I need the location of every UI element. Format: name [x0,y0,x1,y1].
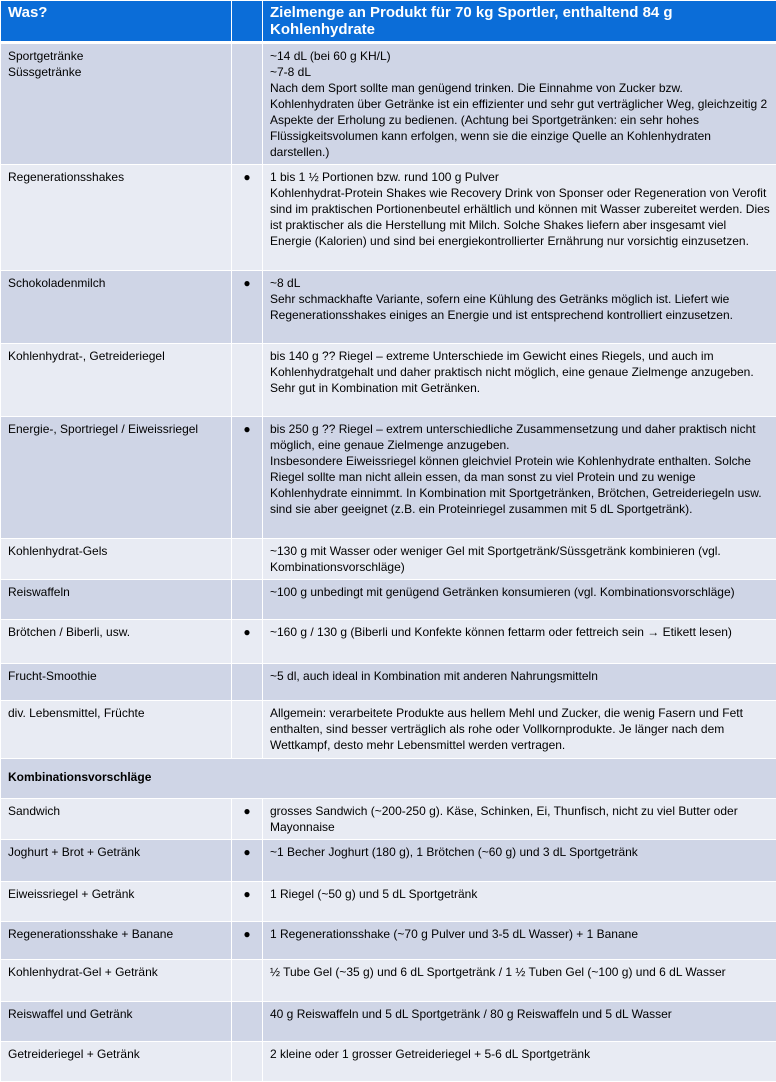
description-line: Sehr gut in Kombination mit Getränken. [270,380,770,396]
product-name-line: Regenerationsshake + Banane [8,926,225,942]
table-row [1,620,776,664]
description-line: ~160 g / 130 g (Biberli und Konfekte können fettarm oder fettreich sein → Etikett lesen) [270,624,770,640]
row-product-name [1,840,232,882]
description-line: ~130 g mit Wasser oder weniger Gel mit Sportgetränk/Süssgetränk kombinieren (vgl. Kombinationsvorschläge) [270,543,770,575]
description-line: ~8 dL [270,275,770,291]
row-description [263,1042,776,1082]
row-product-name [1,701,232,759]
table-row [1,539,776,580]
product-name-line: Joghurt + Brot + Getränk [8,844,225,860]
row-description [263,960,776,1002]
table-row [1,1002,776,1042]
row-bullet-marker: ● [232,840,263,882]
product-name-line: Reiswaffeln [8,584,225,600]
row-product-name [1,960,232,1002]
row-description [263,165,776,271]
table-row [1,43,776,165]
description-line: bis 140 g ?? Riegel – extreme Unterschiede im Gewicht eines Riegels, und auch im Kohlenhydratgehalt und daher praktisch nicht möglich, eine genaue Zielmenge anzugeben. [270,348,770,380]
row-product-name [1,799,232,840]
row-bullet-marker [232,1042,263,1082]
row-bullet-marker: ● [232,882,263,922]
row-bullet-marker: ● [232,417,263,539]
product-name-line: Energie-, Sportriegel / Eiweissriegel [8,421,225,437]
header-what: Was? [1,1,232,43]
description-line: 1 Riegel (~50 g) und 5 dL Sportgetränk [270,886,770,902]
row-bullet-marker [232,344,263,417]
product-name-line: Sandwich [8,803,225,819]
row-product-name [1,922,232,960]
table-body [1,43,776,1082]
row-description [263,43,776,165]
row-bullet-marker [232,539,263,580]
row-description [263,271,776,344]
description-line: ~7-8 dL [270,64,770,80]
row-bullet-marker [232,701,263,759]
product-name-line: div. Lebensmittel, Früchte [8,705,225,721]
product-name-line: Reiswaffel und Getränk [8,1006,225,1022]
row-product-name [1,417,232,539]
row-product-name [1,539,232,580]
table-row [1,271,776,344]
description-line: 2 kleine oder 1 grosser Getreideriegel + 5-6 dL Sportgetränk [270,1046,770,1062]
description-line: grosses Sandwich (~200-250 g). Käse, Schinken, Ei, Thunfisch, nicht zu viel Butter oder Mayonnaise [270,803,770,835]
row-bullet-marker: ● [232,271,263,344]
row-description [263,840,776,882]
description-line: ~1 Becher Joghurt (180 g), 1 Brötchen (~60 g) und 3 dL Sportgetränk [270,844,770,860]
row-product-name [1,620,232,664]
row-bullet-marker [232,1002,263,1042]
row-bullet-marker [232,664,263,701]
table-row [1,922,776,960]
table-row [1,840,776,882]
row-description [263,580,776,620]
header-marker [232,1,263,43]
product-name-line: Regenerationsshakes [8,169,225,185]
product-name-line: Süssgetränke [8,64,225,80]
row-description [263,620,776,664]
table-row [1,960,776,1002]
row-bullet-marker [232,580,263,620]
row-bullet-marker: ● [232,620,263,664]
product-name-line: Kohlenhydrat-, Getreideriegel [8,348,225,364]
description-line: Insbesondere Eiweissriegel können gleichviel Protein wie Kohlenhydrate enthalten. Solche Riegel sollte man nicht allein essen, da man sonst zu viel Protein und zu wenige Kohlenhydrate einnimmt. In Kombination mit Sportgetränken, Brötchen, Getreideriegeln usw. sind sie aber geeignet (z.B. ein Proteinriegel zusammen mit 5 dL Sportgetränk). [270,453,770,517]
table-row [1,344,776,417]
description-line: 1 Regenerationsshake (~70 g Pulver und 3-5 dL Wasser) + 1 Banane [270,926,770,942]
description-line: Allgemein: verarbeitete Produkte aus hellem Mehl und Zucker, die wenig Fasern und Fett enthalten, sind besser verträglich als rohe oder Vollkornprodukte. Je länger nach dem Wettkampf, desto mehr Lebensmittel werden vertragen. [270,705,770,753]
table-row [1,417,776,539]
row-description [263,922,776,960]
description-line: ~100 g unbedingt mit genügend Getränken konsumieren (vgl. Kombinationsvorschläge) [270,584,770,600]
table-row [1,882,776,922]
row-product-name [1,1042,232,1082]
description-line: ~5 dl, auch ideal in Kombination mit anderen Nahrungsmitteln [270,668,770,684]
row-product-name [1,344,232,417]
description-line: Kohlenhydrat-Protein Shakes wie Recovery Drink von Sponser oder Regeneration von Verofit sind im praktischen Portionenbeutel erhältlich und können mit Wasser zubereitet werden. Dies ist praktischer als die Herstellung mit Milch. Solche Shakes liefern aber insgesamt viel Energie (Kalorien) und sind bei energiekontrollierter Ernährung nur vorsichtig einzusetzen. [270,185,770,249]
description-line: 40 g Reiswaffeln und 5 dL Sportgetränk / 80 g Reiswaffeln und 5 dL Wasser [270,1006,770,1022]
row-description [263,701,776,759]
row-product-name [1,1002,232,1042]
table-row [1,701,776,759]
row-product-name [1,43,232,165]
product-name-line: Kohlenhydrat-Gels [8,543,225,559]
row-description [263,882,776,922]
product-name-line: Kohlenhydrat-Gel + Getränk [8,964,225,980]
product-name-line: Eiweissriegel + Getränk [8,886,225,902]
table-row [1,664,776,701]
row-description [263,417,776,539]
row-bullet-marker: ● [232,799,263,840]
row-description [263,664,776,701]
description-line: bis 250 g ?? Riegel – extrem unterschiedliche Zusammensetzung und daher praktisch nicht möglich, eine genaue Zielmenge anzugeben. [270,421,770,453]
table-header-row [1,1,776,43]
description-line: 1 bis 1 ½ Portionen bzw. rund 100 g Pulver [270,169,770,185]
row-product-name [1,882,232,922]
description-line: ½ Tube Gel (~35 g) und 6 dL Sportgetränk / 1 ½ Tuben Gel (~100 g) und 6 dL Wasser [270,964,770,980]
section-title: Kombinationsvorschläge [1,759,776,799]
row-product-name [1,580,232,620]
table-row [1,1042,776,1082]
row-bullet-marker: ● [232,922,263,960]
product-name-line: Getreideriegel + Getränk [8,1046,225,1062]
row-bullet-marker [232,43,263,165]
row-bullet-marker [232,960,263,1002]
description-line: Nach dem Sport sollte man genügend trinken. Die Einnahme von Zucker bzw. Kohlenhydraten über Getränke ist ein effizienter und sehr gut verträglicher Weg, gleichzeitig 2 Aspekte der Erholung zu bedienen. (Achtung bei Sportgetränken: ein sehr hohes Flüssigkeitsvolumen kann erfolgen, wenn sie die einzige Quelle an Kohlenhydraten darstellen.) [270,80,770,160]
row-description [263,344,776,417]
description-line: Sehr schmackhafte Variante, sofern eine Kühlung des Getränks möglich ist. Liefert wie Regenerationsshakes einiges an Energie und ist entsprechend kontrolliert einzusetzen. [270,291,770,323]
row-description [263,1002,776,1042]
product-name-line: Brötchen / Biberli, usw. [8,624,225,640]
table-row [1,165,776,271]
row-product-name [1,165,232,271]
section-row [1,759,776,799]
product-name-line: Sportgetränke [8,48,225,64]
header-target-amount: Zielmenge an Produkt für 70 kg Sportler, enthaltend 84 g Kohlenhydrate [263,1,776,43]
row-description [263,539,776,580]
row-description [263,799,776,840]
row-product-name [1,664,232,701]
product-name-line: Schokoladenmilch [8,275,225,291]
table-row [1,799,776,840]
row-bullet-marker: ● [232,165,263,271]
table-row [1,580,776,620]
product-name-line: Frucht-Smoothie [8,668,225,684]
description-line: ~14 dL (bei 60 g KH/L) [270,48,770,64]
row-product-name [1,271,232,344]
